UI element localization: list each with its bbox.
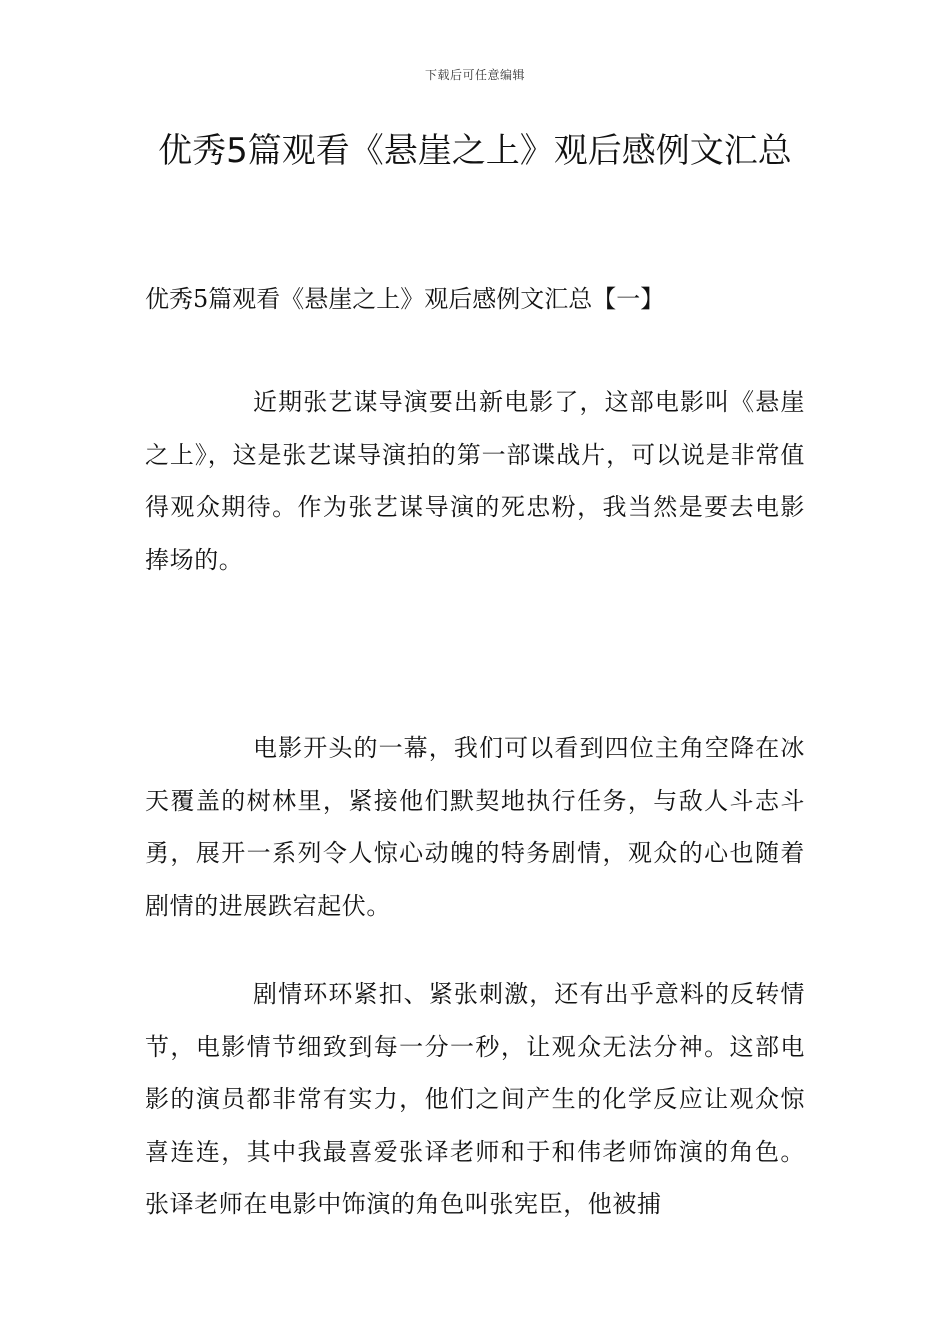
paragraph-2: 电影开头的一幕，我们可以看到四位主角空降在冰天覆盖的树林里，紧接他们默契地执行任务，与敌人斗志斗勇，展开一系列令人惊心动魄的特务剧情，观众的心也随着剧情的进展跌宕起伏。 bbox=[145, 734, 805, 920]
paragraph-1: 近期张艺谋导演要出新电影了，这部电影叫《悬崖之上》，这是张艺谋导演拍的第一部谍战片，可以说是非常值得观众期待。作为张艺谋导演的死忠粉，我当然是要去电影捧场的。 bbox=[145, 388, 805, 574]
header-note: 下载后可任意编辑 bbox=[424, 68, 525, 82]
document-title: 优秀5篇观看《悬崖之上》观后感例文汇总 bbox=[158, 131, 792, 171]
paragraph-3: 剧情环环紧扣、紧张刺激，还有出乎意料的反转情节，电影情节细致到每一分一秒，让观众无法分神。这部电影的演员都非常有实力，他们之间产生的化学反应让观众惊喜连连，其中我最喜爱张译老师和于和伟老师饰演的角色。张译老师在电影中饰演的角色叫张宪臣，他被捕 bbox=[145, 980, 805, 1218]
section-heading: 优秀5篇观看《悬崖之上》观后感例文汇总【一】 bbox=[145, 285, 665, 313]
